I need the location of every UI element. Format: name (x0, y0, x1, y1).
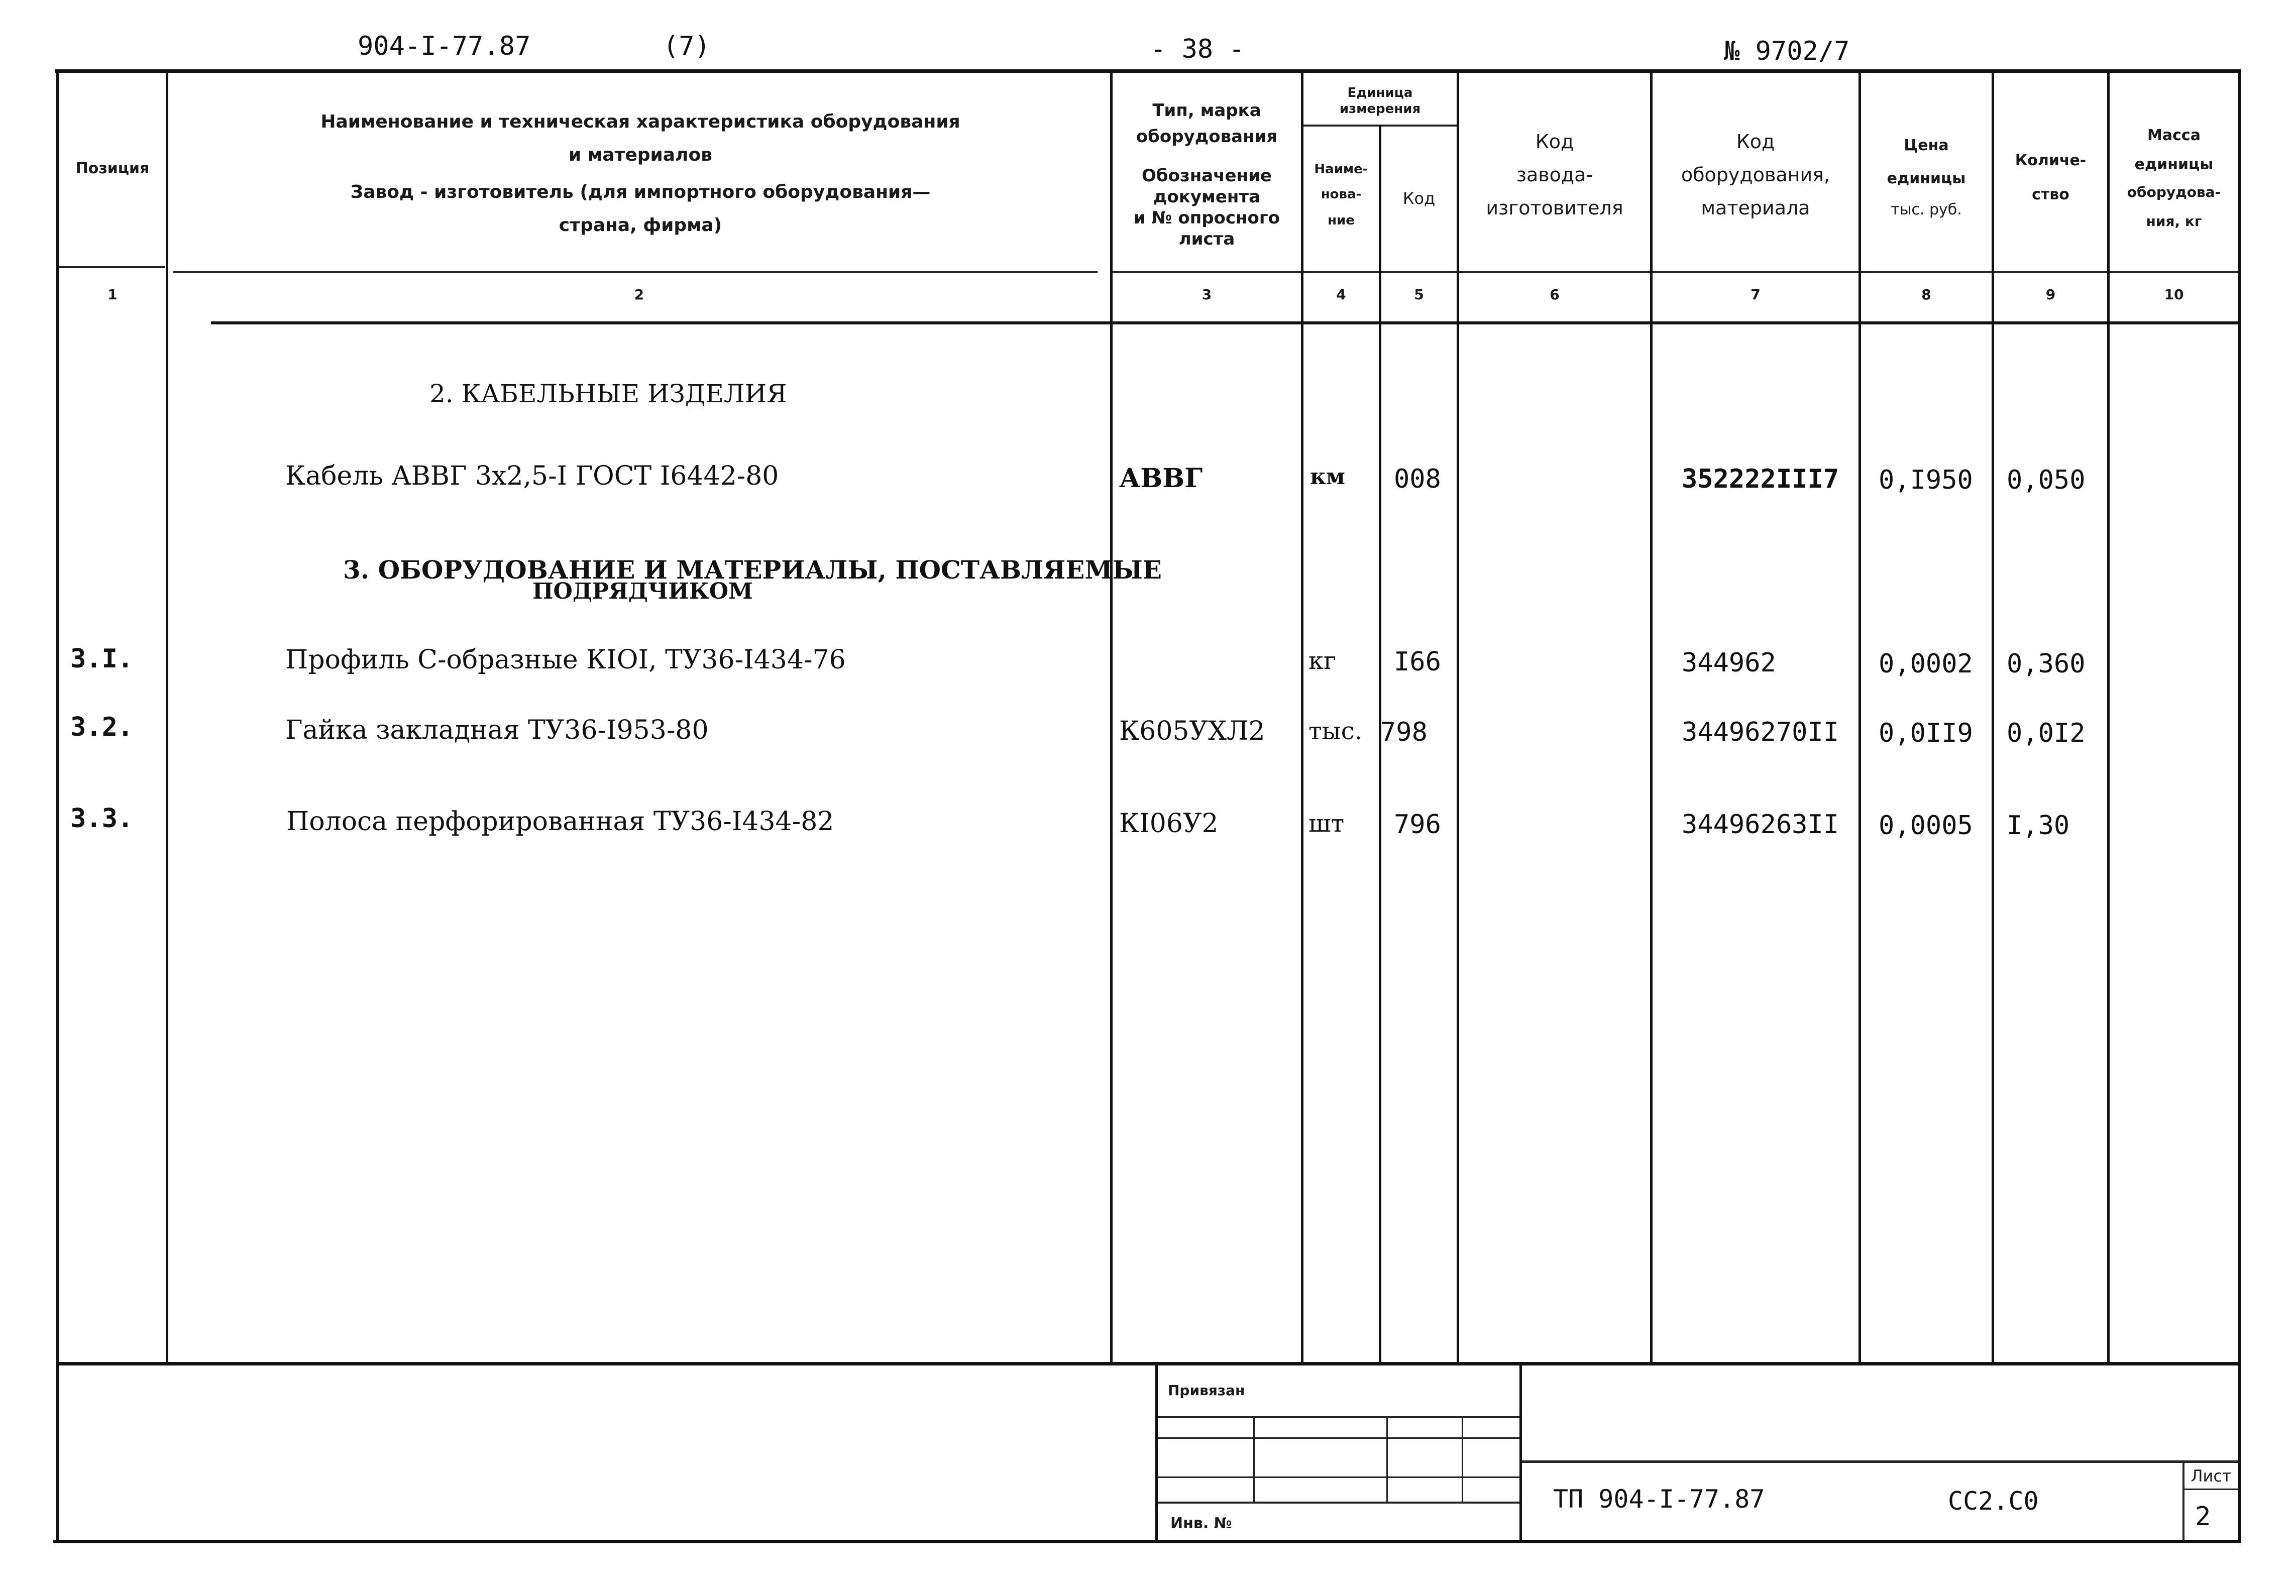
section-3-title-cont: ПОДРЯДЧИКОМ (532, 579, 753, 604)
row-price: 0,0005 (1879, 811, 1973, 841)
row-price: 0,0002 (1879, 649, 1973, 679)
row-quantity: 0,050 (2007, 465, 2086, 495)
section-3-title: 3. ОБОРУДОВАНИЕ И МАТЕРИАЛЫ, ПОСТАВЛЯЕМЫЕ (343, 555, 1162, 585)
document-code: 904-I-77.87 (358, 31, 531, 61)
row-unit-code: 008 (1394, 464, 1441, 494)
row-unit: кг (1308, 647, 1337, 675)
row-type: К605УХЛ2 (1119, 716, 1265, 746)
row-price: 0,I950 (1879, 465, 1973, 495)
stamp-privyazan: Привязан (1168, 1382, 1245, 1399)
row-unit-code: 796 (1394, 810, 1441, 840)
row-quantity: 0,0I2 (2007, 718, 2086, 748)
row-quantity: I,30 (2007, 811, 2070, 841)
stamp-project: ТП 904-I-77.87 (1553, 1485, 1765, 1514)
row-quantity: 0,360 (2007, 649, 2086, 679)
row-type: КI06У2 (1119, 809, 1219, 839)
row-unit: тыс. (1308, 717, 1362, 745)
stamp-sheet-label: Лист (2191, 1466, 2232, 1486)
row-name: Кабель АВВГ 3х2,5-I ГОСТ I6442-80 (285, 461, 779, 491)
row-position: 3.I. (70, 644, 134, 674)
row-name: Гайка закладная ТУ36-I953-80 (285, 715, 709, 745)
row-position: 3.3. (70, 804, 134, 834)
stamp-inv-number: Инв. № (1170, 1515, 1232, 1532)
row-name: Полоса перфорированная ТУ36-I434-82 (286, 807, 834, 837)
row-type: АВВГ (1119, 463, 1203, 494)
row-equipment-code: 34496270II (1682, 717, 1839, 747)
row-unit-code: 798 (1380, 717, 1428, 747)
stamp-sheet-number: 2 (2195, 1502, 2211, 1532)
row-equipment-code: 352222III7 (1682, 464, 1839, 494)
row-unit-code: I66 (1394, 647, 1441, 677)
col-header-unit-code: Код (1402, 189, 1436, 208)
part-number: (7) (663, 31, 710, 61)
section-2-title: 2. КАБЕЛЬНЫЕ ИЗДЕЛИЯ (429, 379, 787, 408)
page-number: - 38 - (1150, 34, 1245, 64)
row-position: 3.2. (70, 712, 134, 742)
row-unit: шт (1308, 810, 1345, 838)
col-header-position: Позиция (75, 160, 150, 177)
row-name: Профиль С-образные КIОI, ТУ36-I434-76 (285, 645, 846, 675)
row-unit: км (1310, 464, 1345, 490)
row-price: 0,0II9 (1879, 718, 1973, 748)
row-equipment-code: 34496263II (1682, 810, 1839, 840)
row-equipment-code: 344962 (1682, 648, 1776, 678)
document-number: № 9702/7 (1724, 36, 1850, 66)
stamp-code: СС2.С0 (1948, 1487, 2039, 1516)
